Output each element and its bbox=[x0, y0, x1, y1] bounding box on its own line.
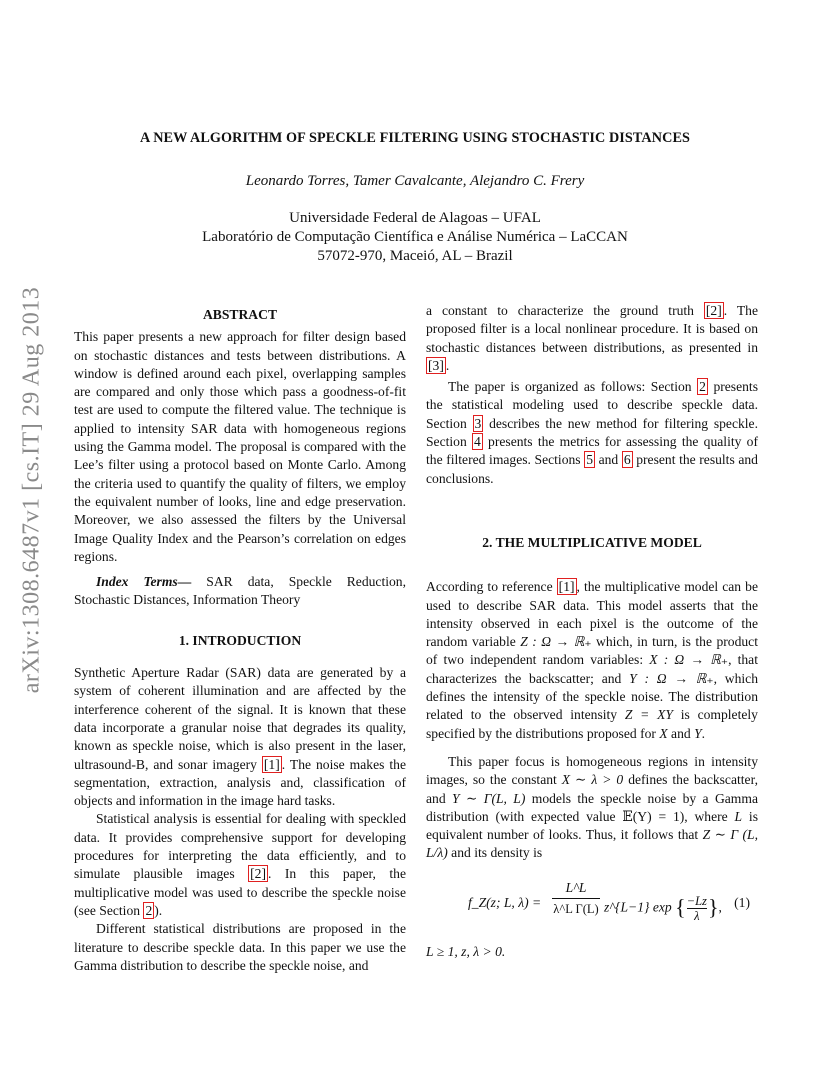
section-link[interactable]: 4 bbox=[474, 434, 481, 450]
text-run: . The noise makes the segmentation, extraction, analysis and, classification of objects and information in the image hard tasks. bbox=[74, 756, 406, 809]
left-column bbox=[74, 306, 406, 975]
text-run: , the multiplicative model can be used to describe SAR data. This model asserts that the intensity observed in each pixel is the outcome of the random variable bbox=[426, 579, 758, 650]
equation-fraction bbox=[552, 879, 600, 919]
text-run: . In this paper, the multiplicative model was used to describe the speckle noise (see Section bbox=[74, 866, 406, 918]
affiliation-line: Laboratório de Computação Científica e Análise Numérica – LaCCAN bbox=[202, 229, 628, 245]
text-run: describes the new method for filtering speckle. Section bbox=[426, 415, 758, 450]
abstract-heading: ABSTRACT bbox=[202, 307, 278, 322]
arxiv-identifier: arXiv:1308.6487v1 [cs.IT] 29 Aug 2013 bbox=[18, 286, 45, 694]
intro-paragraph-organization bbox=[426, 378, 758, 488]
intro-paragraph-1 bbox=[74, 664, 406, 810]
math-inline: Z : Ω → ℝ₊ bbox=[520, 634, 592, 650]
text-run: . bbox=[701, 725, 706, 741]
citation-link[interactable]: [2] bbox=[250, 866, 266, 882]
intro-paragraph-continued bbox=[426, 302, 758, 375]
text-run: Synthetic Aperture Radar (SAR) data are generated by a system of coherent illumination and are affected by the interference coherent of the signal. It is known that these data incorporate a granular noise that degrades its quality, known as speckle noise, which is also present in the laser, ultrasound-B, and sonar imagery bbox=[74, 665, 406, 772]
citation-link[interactable]: [1] bbox=[558, 579, 575, 595]
text-run: and its density is bbox=[451, 845, 543, 861]
index-terms-label: Index Terms— bbox=[96, 574, 192, 590]
section-link[interactable]: 5 bbox=[586, 452, 593, 468]
text-run: According to reference bbox=[426, 579, 553, 595]
citation-link[interactable]: [3] bbox=[428, 357, 444, 373]
model-paragraph-1 bbox=[426, 578, 758, 743]
text-run: models the speckle noise by a Gamma distribution (with expected value bbox=[426, 790, 758, 824]
math-inline: 𝔼(Y) = 1 bbox=[622, 808, 680, 824]
index-terms-text: SAR data, Speckle Reduction, Stochastic Distances, Information Theory bbox=[74, 574, 406, 608]
text-run: . The proposed filter is a local nonlinear procedure. It is based on stochastic distances between distributions, as presented in bbox=[426, 303, 758, 355]
text-run: Statistical analysis is essential for dealing with speckled data. It provides comprehensive support for developing procedures for interpreting the data efficiently, and to simulate plausible images bbox=[74, 811, 406, 882]
citation-link[interactable]: [1] bbox=[263, 756, 280, 772]
math-inline: X bbox=[659, 725, 668, 741]
math-inline: Y : Ω → ℝ₊ bbox=[629, 670, 714, 686]
intro-paragraph-2 bbox=[74, 810, 406, 920]
paper-title: A NEW ALGORITHM OF SPECKLE FILTERING USING STOCHASTIC DISTANCES bbox=[139, 130, 691, 146]
brace-open: { bbox=[675, 894, 686, 920]
equation-condition: L ≥ 1, z, λ > 0. bbox=[426, 943, 506, 959]
fraction-denominator: λ bbox=[694, 908, 700, 923]
math-inline: X ∼ λ > 0 bbox=[561, 772, 624, 788]
text-run: and bbox=[598, 452, 619, 468]
math-inline: X : Ω → ℝ₊ bbox=[649, 652, 729, 668]
section-link[interactable]: 2 bbox=[699, 379, 706, 395]
text-run: , which defines the intensity of the speckle noise. The distribution related to the observed intensity bbox=[426, 670, 758, 723]
abstract-text: This paper presents a new approach for filter design based on stochastic distances and tests between distributions. A window is defined around each pixel, overlapping samples are compared and only those which pass a goodness-of-fit test are used to compute the filtered value. The technique is applied to intensity SAR data with homogeneous regions using the Gamma model. The proposal is compared with the Lee’s filter using a protocol based on Monte Carlo. Among the criteria used to quantify the quality of filters, we employ the equivalent number of looks, line and edge preservation. Moreover, we also assessed the filters by the Universal Image Quality Index and the Pearson’s correlation on edges regions. bbox=[74, 329, 406, 564]
text-run: and bbox=[671, 725, 691, 741]
text-run: ). bbox=[154, 902, 163, 918]
math-inline: Z ∼ Γ (L, L/λ) bbox=[426, 827, 758, 861]
section-link[interactable]: 2 bbox=[145, 902, 153, 918]
text-run: is equivalent number of looks. Thus, it follows that bbox=[426, 808, 758, 843]
fraction-denominator: λ^L Γ(L) bbox=[553, 902, 599, 917]
index-terms bbox=[74, 573, 406, 610]
text-run: which, in turn, is the product of two independent random variables: bbox=[426, 634, 758, 668]
text-run: presents the statistical modeling used to describe speckle data. Section bbox=[426, 379, 758, 431]
citation-link[interactable]: [2] bbox=[705, 303, 722, 318]
paper-authors: Leonardo Torres, Tamer Cavalcante, Alejandro C. Frery bbox=[245, 173, 585, 189]
brace-close: } bbox=[707, 894, 719, 920]
affiliation-line: 57072-970, Maceió, AL – Brazil bbox=[317, 248, 513, 264]
text-run: a constant to characterize the ground truth bbox=[426, 303, 694, 318]
affiliation bbox=[60, 209, 770, 266]
text-run: This paper focus is homogeneous regions in intensity images, so the constant bbox=[426, 753, 758, 788]
text-run: defines the backscatter, and bbox=[426, 772, 758, 806]
math-inline: Y ∼ Γ(L, L) bbox=[452, 790, 526, 806]
equation-lhs: f_Z(z; L, λ) = bbox=[468, 894, 542, 910]
section-link[interactable]: 3 bbox=[474, 415, 482, 431]
model-paragraph-2 bbox=[426, 753, 758, 863]
equation-term: z^{L−1} exp bbox=[604, 899, 672, 915]
text-run: presents the metrics for assessing the quality of the filtered images. Sections bbox=[426, 434, 758, 468]
introduction-heading: 1. INTRODUCTION bbox=[178, 632, 302, 648]
text-run: present the results and conclusions. bbox=[426, 452, 758, 486]
text-run: , that characterizes the backscatter; and bbox=[426, 652, 758, 686]
text-run: ), where bbox=[679, 808, 728, 824]
math-inline: Y bbox=[694, 725, 702, 741]
math-inline: L bbox=[734, 808, 743, 824]
text-run: . bbox=[445, 357, 450, 373]
multiplicative-model-heading: 2. THE MULTIPLICATIVE MODEL bbox=[482, 534, 702, 550]
arxiv-sidebar bbox=[4, 286, 60, 694]
equation-1 bbox=[426, 877, 758, 931]
intro-paragraph-3: Different statistical distributions are proposed in the literature to describe speckle data. In this paper we use the Gamma distribution to describe the speckle noise, and bbox=[74, 921, 406, 973]
text-run: is completely specified by the distributions proposed for bbox=[426, 707, 758, 741]
equation-rhs: z^{L−1} exp { $\frac{-Lz}{\lambda}$ }, bbox=[604, 893, 722, 923]
right-column bbox=[426, 302, 758, 961]
math-inline: Z = XY bbox=[624, 707, 673, 723]
affiliation-line: Universidade Federal de Alagoas – UFAL bbox=[289, 210, 541, 226]
fraction-numerator: −Lz bbox=[686, 893, 707, 908]
section-link[interactable]: 6 bbox=[623, 452, 631, 468]
text-run: The paper is organized as follows: Section bbox=[448, 379, 692, 395]
exponent-fraction bbox=[687, 894, 707, 923]
equation-number: (1) bbox=[734, 894, 750, 910]
fraction-numerator: L^L bbox=[552, 879, 600, 899]
